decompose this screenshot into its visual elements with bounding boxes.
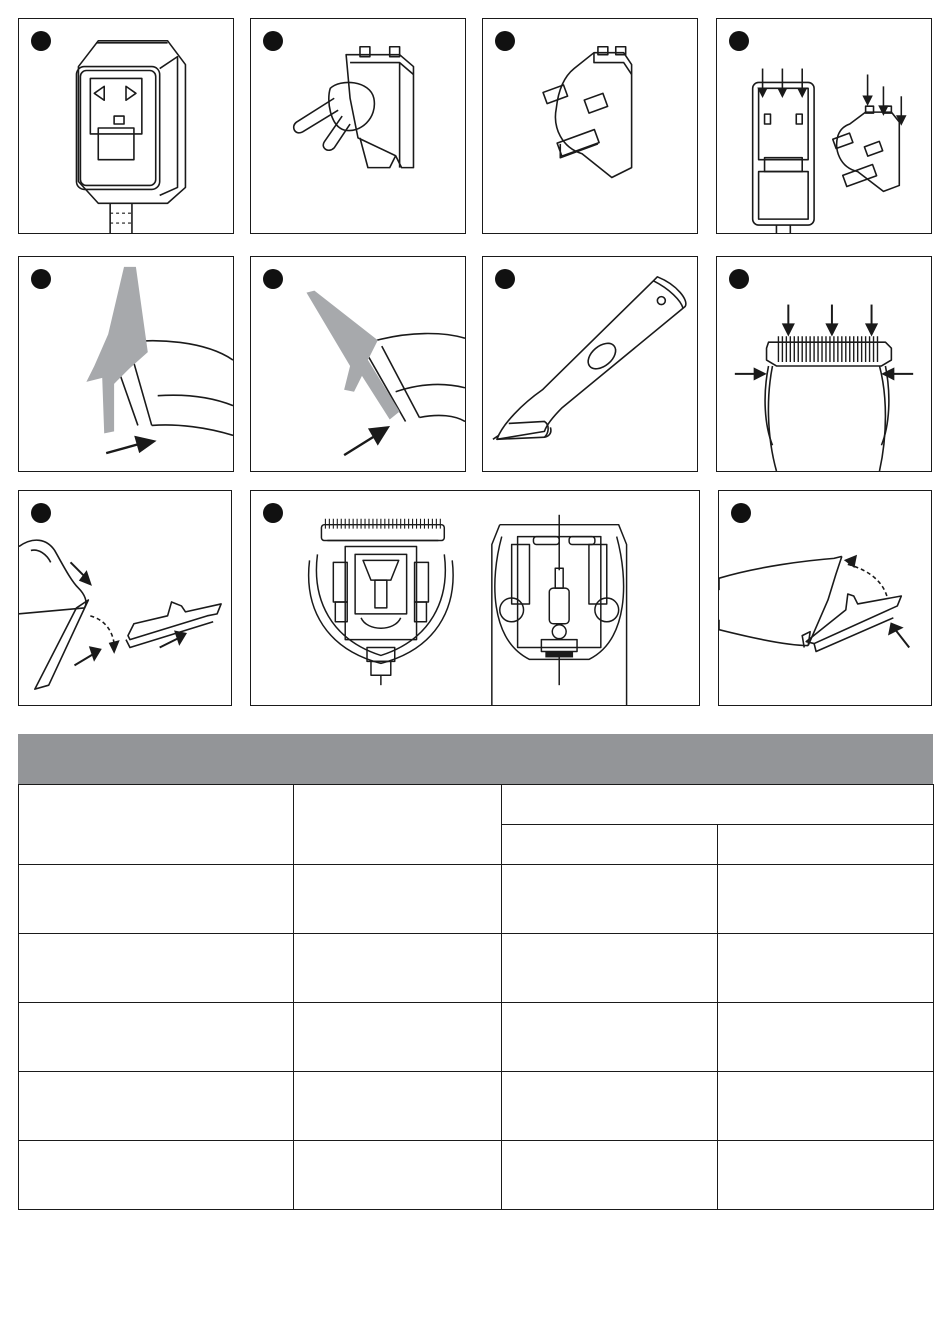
step-number-badge [31, 269, 51, 289]
step-number-badge [729, 269, 749, 289]
panel-blade-release-2 [250, 256, 466, 472]
table-cell [19, 934, 294, 1003]
panel-adapter-swap [716, 18, 932, 234]
table-row [19, 934, 934, 1003]
blade-release-1-illustration [19, 257, 233, 471]
table-cell [19, 1003, 294, 1072]
panel-power-adapter [18, 18, 234, 234]
panel-blade-alignment [250, 490, 700, 706]
table-cell [718, 825, 934, 865]
panel-blade-clean [18, 490, 232, 706]
table-cell [502, 825, 718, 865]
panel-comb-attach [716, 256, 932, 472]
blade-remove-illustration [719, 491, 931, 705]
step-number-badge [729, 31, 749, 51]
panel-blade-release-1 [18, 256, 234, 472]
comb-attach-illustration [717, 257, 931, 471]
step-number-badge [263, 503, 283, 523]
specification-table [18, 734, 933, 1210]
table-cell [19, 1141, 294, 1210]
table-cell [718, 1003, 934, 1072]
panel-trimmer-side [482, 256, 698, 472]
table-cell [19, 1072, 294, 1141]
blade-clean-illustration [19, 491, 231, 705]
power-adapter-illustration [19, 19, 233, 233]
table-cell [294, 1003, 502, 1072]
blade-release-2-illustration [251, 257, 465, 471]
step-number-badge [263, 31, 283, 51]
table-cell [502, 1072, 718, 1141]
table-row [19, 865, 934, 934]
table-row [19, 785, 934, 825]
table-cell [294, 1072, 502, 1141]
blade-alignment-illustration [251, 491, 699, 705]
panel-uk-plug [482, 18, 698, 234]
table-cell [502, 934, 718, 1003]
table-cell [502, 785, 934, 825]
panel-blade-remove [718, 490, 932, 706]
table-cell [294, 1141, 502, 1210]
table-cell [718, 934, 934, 1003]
table-cell [502, 1003, 718, 1072]
table-grid [18, 784, 934, 1210]
step-number-badge [31, 31, 51, 51]
panel-euro-plug [250, 18, 466, 234]
table-cell [294, 865, 502, 934]
table-cell [718, 1072, 934, 1141]
step-number-badge [495, 269, 515, 289]
table-cell [502, 865, 718, 934]
uk-plug-illustration [483, 19, 697, 233]
table-cell [294, 934, 502, 1003]
table-cell [502, 1141, 718, 1210]
step-number-badge [263, 269, 283, 289]
table-cell [718, 865, 934, 934]
table-row [19, 1003, 934, 1072]
step-number-badge [31, 503, 51, 523]
adapter-swap-illustration [717, 19, 931, 233]
trimmer-side-illustration [483, 257, 697, 471]
table-header-bar [18, 734, 933, 784]
table-row [19, 1141, 934, 1210]
table-cell [19, 865, 294, 934]
step-number-badge [495, 31, 515, 51]
table-cell [19, 785, 294, 865]
table-cell [718, 1141, 934, 1210]
table-row [19, 1072, 934, 1141]
step-number-badge [731, 503, 751, 523]
euro-plug-illustration [251, 19, 465, 233]
table-cell [294, 785, 502, 865]
